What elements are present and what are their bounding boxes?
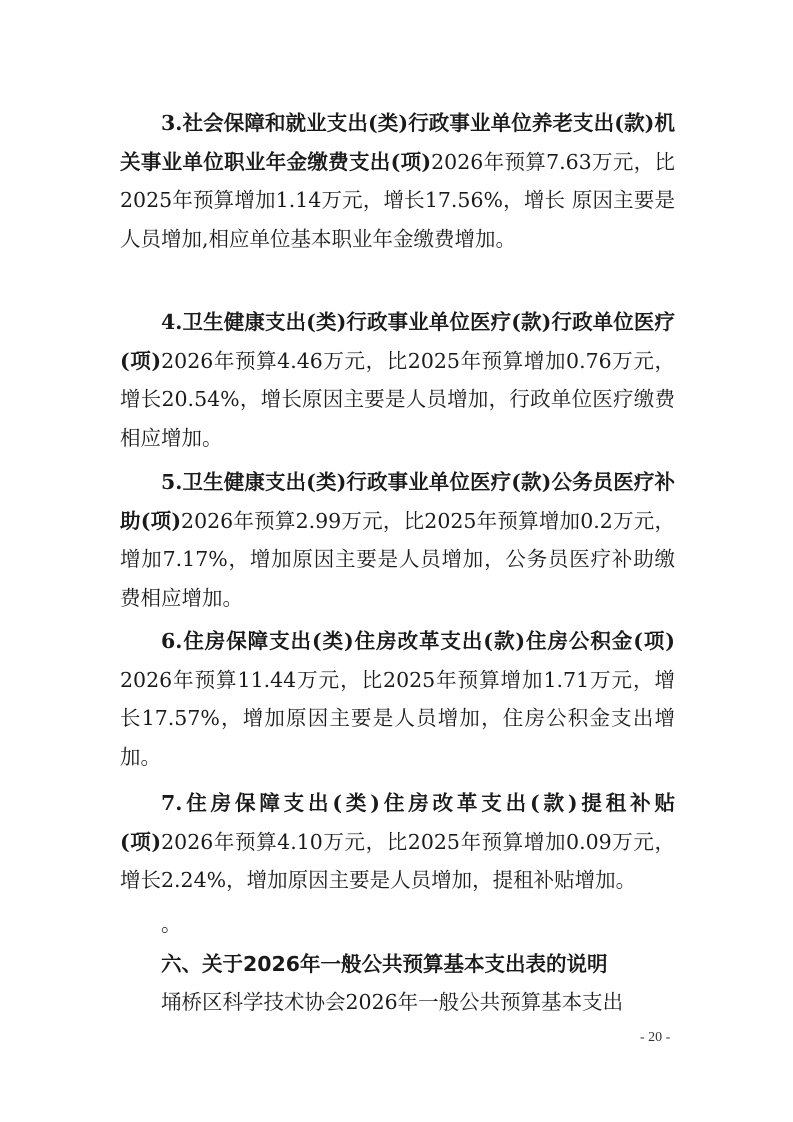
paragraph-4-body: 2026年预算4.46万元，比2025年预算增加0.76万元，增长20.54%，增长原因主要是人员增加，行政单位医疗缴费相应增加。 <box>120 348 675 450</box>
page-number: - 20 - <box>640 1030 671 1045</box>
paragraph-5-body: 2026年预算2.99万元，比2025年预算增加0.2万元，增加7.17%，增加原因主要是人员增加，公务员医疗补助缴费相应增加。 <box>120 508 675 610</box>
paragraph-7-body: 2026年预算4.10万元，比2025年预算增加0.09万元，增长2.24%，增加原因主要是人员增加，提租补贴增加。 <box>120 829 675 893</box>
paragraph-5-civil-servant-medical <box>120 463 675 617</box>
paragraph-6-body: 2026年预算11.44万元，比2025年预算增加1.71万元，增长17.57%，增加原因主要是人员增加，住房公积金支出增加。 <box>120 667 675 769</box>
paragraph-5-heading: 5.卫生健康支出(类)行政事业单位医疗(款)公务员医疗补助(项) <box>120 470 675 533</box>
stray-punctuation: 。 <box>161 912 182 936</box>
paragraph-4-heading: 4.卫生健康支出(类)行政事业单位医疗(款)行政单位医疗(项) <box>120 310 675 373</box>
paragraph-3-pension <box>120 104 675 258</box>
paragraph-3-heading: 3.社会保障和就业支出(类)行政事业单位养老支出(款)机关事业单位职业年金缴费支出(项) <box>120 111 675 174</box>
paragraph-6-housing-fund <box>120 622 675 776</box>
paragraph-7-rent-subsidy <box>120 784 675 900</box>
paragraph-6-heading: 6.住房保障支出(类)住房改革支出(款)住房公积金(项) <box>161 629 675 653</box>
section-six-intro: 埇桥区科学技术协会2026年一般公共预算基本支出 <box>161 990 624 1014</box>
paragraph-4-admin-medical <box>120 303 675 457</box>
paragraph-3-body: 2026年预算7.63万元，比2025年预算增加1.14万元，增长17.56%，增长 原因主要是人员增加,相应单位基本职业年金缴费增加。 <box>120 149 675 251</box>
section-six-heading: 六、关于2026年一般公共预算基本支出表的说明 <box>161 952 608 976</box>
paragraph-7-heading: 7.住房保障支出(类)住房改革支出(款)提租补贴(项) <box>120 791 675 854</box>
